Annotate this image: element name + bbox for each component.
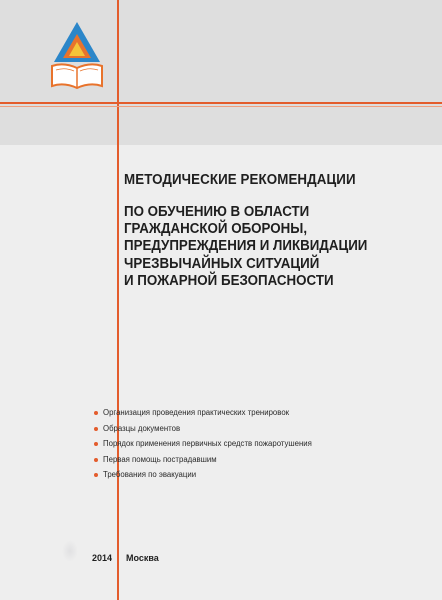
cover-subtitle-line: ПРЕДУПРЕЖДЕНИЯ И ЛИКВИДАЦИИ [124,238,368,255]
publication-city: Москва [126,553,159,563]
cover-title: МЕТОДИЧЕСКИЕ РЕКОМЕНДАЦИИ [124,172,356,188]
scan-smudge [62,540,78,562]
topic-list-item: Организация проведения практических тренировок [93,405,312,421]
publication-year: 2014 [92,553,113,563]
cover-subtitle-line: ГРАЖДАНСКОЙ ОБОРОНЫ, [124,221,308,238]
cover-subtitle-line: ЧРЕЗВЫЧАЙНЫХ СИТУАЦИЙ [124,255,320,272]
topic-list-item: Требования по эвакуации [93,467,312,483]
topic-list [93,405,312,483]
book-triangle-emblem-icon [48,20,106,92]
cover-subtitle-line: И ПОЖАРНОЙ БЕЗОПАСНОСТИ [124,272,334,289]
vertical-accent-line [117,0,119,600]
cover-subtitle-line: ПО ОБУЧЕНИЮ В ОБЛАСТИ [124,204,310,220]
horizontal-accent-line [0,102,442,104]
topic-list-item: Первая помощь пострадавшим [93,452,312,468]
cover-subtitle [124,204,418,290]
topic-list-item: Порядок применения первичных средств пожаротушения [93,436,312,452]
horizontal-accent-line-thin [0,106,442,107]
topic-list-item: Образцы документов [93,421,312,437]
